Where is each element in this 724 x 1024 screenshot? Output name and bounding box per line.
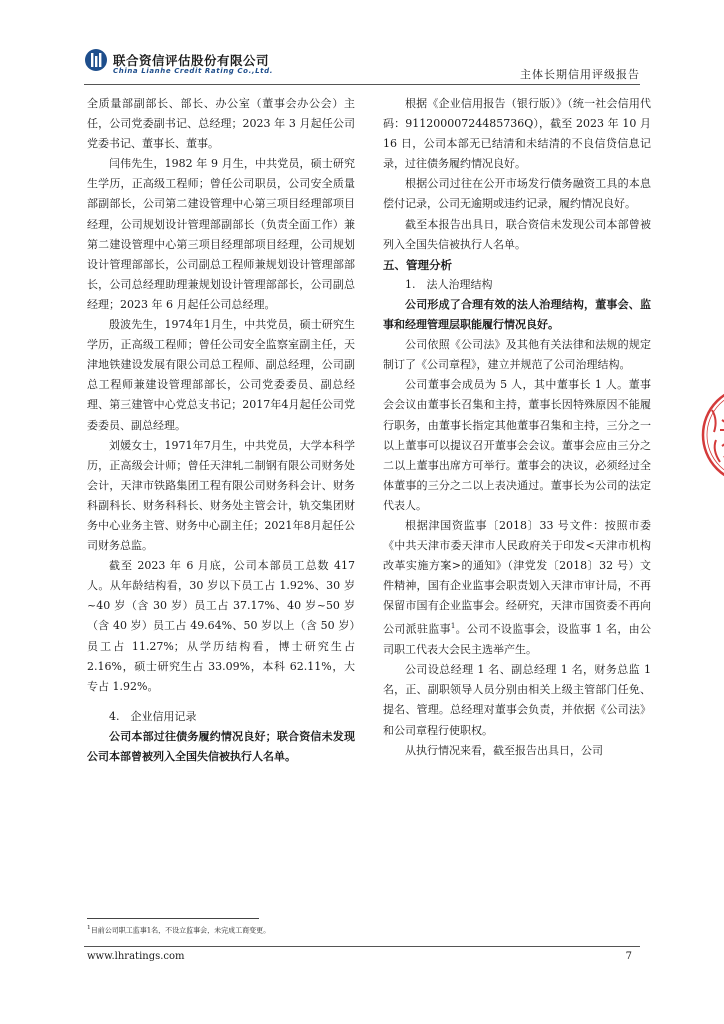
company-name-cn: 联合资信评估股份有限公司 [113, 53, 270, 68]
footnote-divider [87, 918, 259, 919]
company-seal-icon [696, 380, 724, 490]
key-finding: 公司形成了合理有效的法人治理结构，董事会、监事和经理管理层职能履行情况良好。 [383, 297, 651, 332]
left-column [87, 94, 355, 767]
subsection-title: 1. 法人治理结构 [405, 277, 493, 291]
paragraph [383, 516, 651, 660]
key-finding: 公司本部过往债务履约情况良好；联合资信未发现公司本部曾被列入全国失信被执行人名单。 [87, 729, 355, 763]
paragraph: 闫伟先生，1982 年 9 月生，中共党员，硕士研究生学历，正高级工程师；曾任公司职员，公司安全质量部副部长，公司第二建设管理中心第三项目经理部项目经理，公司规划设计管理部副部长（负责全面工作）兼第二建设管理中心第三项目经理部项目经理，公司规划设计管理部部长，公司副总工程师兼规划设计管理部部长，公司总经理助理兼规划设计管理部部长，公司副总经理；2023 年 6 月起任公司总经理。 [87, 157, 355, 311]
section-title: 五、管理分析 [383, 257, 452, 272]
right-column [383, 94, 651, 761]
paragraph: 根据公司过往在公开市场发行债务融资工具的本息偿付记录，公司无逾期或违约记录，履约情况良好。 [383, 177, 651, 211]
page-header [0, 0, 724, 88]
report-type-title: 主体长期信用评级报告 [520, 68, 640, 81]
footnote: $^1$目前公司职工监事1名，不设立监事会，未完成工商变更。 [87, 925, 271, 935]
paragraph: 根据《企业信用报告（银行版）》（统一社会信用代码：91120000724485736Q），截至 2023 年 10 月 16 日，公司本部无已结清和未结清的不良信贷信息记录，过往债务履约情况良好。 [383, 97, 651, 171]
paragraph: 截至 2023 年 6 月底，公司本部员工总数 417 人。从年龄结构看，30 岁以下员工占 1.92%、30 岁~40 岁（含 30 岁）员工占 37.17%、40 岁~50 岁（含 40 岁）员工占 49.64%、50 岁以上（含 50 岁）员工占 11.27%；从学历结构看，博士研究生占 2.16%，硕士研究生占 33.09%，本科 62.11%，大专占 1.92%。 [87, 559, 355, 693]
footnote-ref[interactable]: 1 [450, 622, 456, 631]
page-number: 7 [625, 951, 632, 962]
footer-divider [84, 946, 640, 947]
paragraph: 公司董事会成员为 5 人，其中董事长 1 人。董事会会议由董事长召集和主持，董事长因特殊原因不能履行职务，由董事长指定其他董事召集和主持，三分之一以上董事可以提议召开董事会会议。董事会应由三分之二以上董事出席方可举行。董事会的决议，必须经过全体董事的三分之二以上表决通过。董事长为公司的法定代表人。 [383, 378, 651, 512]
paragraph: 刘媛女士，1971年7月生，中共党员，大学本科学历，正高级会计师；曾任天津轧二制钢有限公司财务处会计，天津市铁路集团工程有限公司财务科会计、财务科副科长、财务科科长、财务处主管会计，轨交集团财务中心业务主管、财务中心副主任；2021年8月起任公司财务总监。 [87, 438, 355, 553]
paragraph: 截至本报告出具日，联合资信未发现公司本部曾被列入全国失信被执行人名单。 [383, 217, 651, 251]
paragraph: 公司依照《公司法》及其他有关法律和法规的规定制订了《公司章程》，建立并规范了公司治理结构。 [383, 338, 651, 372]
paragraph-text: 根据津国资监事〔2018〕33 号文件：按照市委《中共天津市委天津市人民政府关于印发<天津市机构改革实施方案>的通知》（津党发〔2018〕32 号）文件精神，国有企业监事会职责划入天津市审计局，不再保留市国有企业监事会。经研究，天津市国资委不再向公司派驻监事 [383, 518, 651, 637]
paragraph: 全质量部副部长、部长、办公室（董事会办公会）主任，公司党委副书记、总经理；2023 年 3 月起任公司党委书记、董事长、董事。 [87, 97, 355, 151]
website-link[interactable]: www.lhratings.com [87, 951, 185, 962]
spacer [87, 697, 355, 707]
paragraph: 从执行情况来看，截至报告出具日，公司 [405, 743, 603, 757]
paragraph-text: 。公司不设监事会，设监事 1 名，由公司职工代表大会民主选举产生。 [383, 623, 651, 657]
paragraph: 殷波先生，1974年1月生，中共党员，硕士研究生学历，正高级工程师；曾任公司安全监察室副主任，天津地铁建设发展有限公司总工程师、副总经理，公司副总工程师兼建设管理部部长，公司党委委员、副总经理、第三建管中心党总支书记；2017年4月起任公司党委委员、副总经理。 [87, 318, 355, 432]
company-name-en: China Lianhe Credit Rating Co.,Ltd. [113, 67, 273, 75]
header-divider [84, 84, 640, 85]
paragraph: 公司设总经理 1 名、副总经理 1 名，财务总监 1 名，正、副职领导人员分别由相关上级主管部门任免、提名、管理。总经理对董事会负责，并依据《公司法》和公司章程行使职权。 [383, 663, 651, 737]
subsection-title: 4. 企业信用记录 [109, 709, 197, 723]
lianhe-logo-icon [84, 48, 108, 72]
